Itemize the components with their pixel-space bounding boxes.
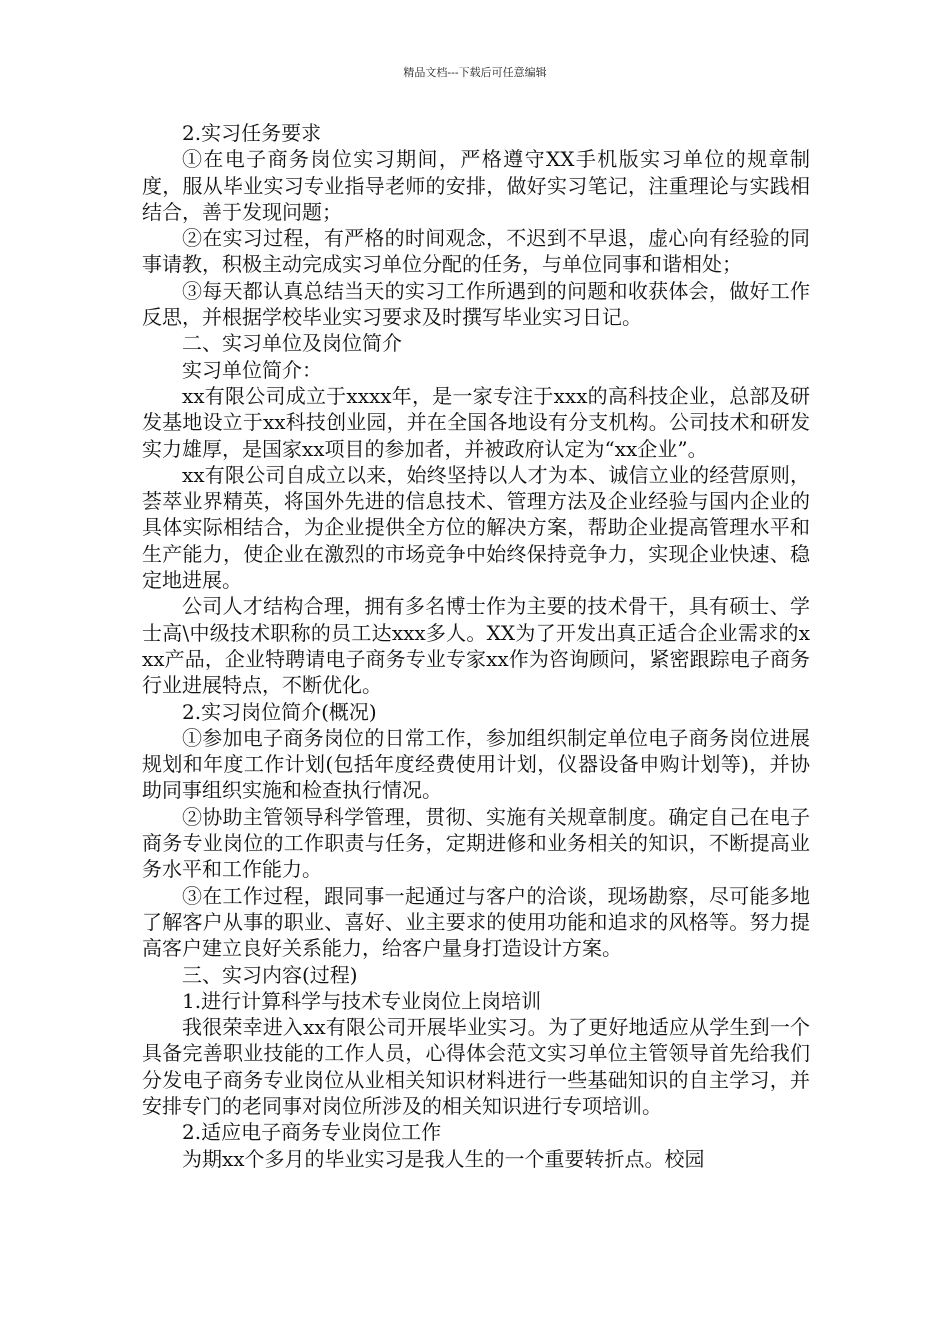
- page-header: 精品文档---下载后可任意编辑: [403, 66, 547, 79]
- subheading-unit-intro: 实习单位简介：: [182, 357, 322, 382]
- paragraph-company-talent: 公司人才结构合理，拥有多名博士作为主要的技术骨干，具有硕士、学士高\中级技术职称的员工达xxx多人。XX为了开发出真正适合企业需求的xxx产品，企业特聘请电子商务专业专家xx作为咨询顾问，紧密跟踪电子商务行业进展特点，不断优化。: [142, 594, 810, 698]
- subheading-training: 1.进行计算科学与技术专业岗位上岗培训: [182, 988, 542, 1013]
- paragraph-requirement-2: ②在实习过程，有严格的时间观念，不迟到不早退，虚心向有经验的同事请教，积极主动完成实习单位分配的任务，与单位同事和谐相处；: [142, 226, 810, 277]
- subheading-adapting: 2.适应电子商务专业岗位工作: [182, 1120, 442, 1145]
- paragraph-position-duty-3: ③在工作过程，跟同事一起通过与客户的洽谈，现场勘察，尽可能多地了解客户从事的职业、喜好、业主要求的使用功能和追求的风格等。努力提高客户建立良好关系能力，给客户量身打造设计方案。: [142, 883, 810, 961]
- paragraph-company-principles: xx有限公司自成立以来，始终坚持以人才为本、诚信立业的经营原则，荟萃业界精英，将国外先进的信息技术、管理方法及企业经验与国内企业的具体实际相结合，为企业提供全方位的解决方案，帮助企业提高管理水平和生产能力，使企业在激烈的市场竞争中始终保持竞争力，实现企业快速、稳定地进展。: [142, 462, 810, 593]
- paragraph-company-founding: xx有限公司成立于xxxx年，是一家专注于xxx的高科技企业，总部及研发基地设立于xx科技创业园，并在全国各地设有分支机构。公司技术和研发实力雄厚，是国家xx项目的参加者，并被政府认定为“xx企业”。: [142, 383, 810, 461]
- section-heading-task-requirements: 2.实习任务要求: [182, 121, 322, 145]
- paragraph-position-duty-1: ①参加电子商务岗位的日常工作，参加组织制定单位电子商务岗位进展规划和年度工作计划(包括年度经费使用计划，仪器设备申购计划等)，并协助同事组织实施和检查执行情况。: [142, 725, 810, 803]
- document-body: [142, 120, 810, 1172]
- paragraph-training: 我很荣幸进入xx有限公司开展毕业实习。为了更好地适应从学生到一个具备完善职业技能的工作人员，心得体会范文实习单位主管领导首先给我们分发电子商务专业岗位从业相关知识材料进行一些基础知识的自主学习，并安排专门的老同事对岗位所涉及的相关知识进行专项培训。: [142, 1015, 810, 1118]
- paragraph-requirement-3: ③每天都认真总结当天的实习工作所遇到的问题和收获体会，做好工作反思，并根据学校毕业实习要求及时撰写毕业实习日记。: [142, 278, 810, 330]
- paragraph-adapting: 为期xx个多月的毕业实习是我人生的一个重要转折点。校园: [182, 1146, 705, 1171]
- section-heading-position-intro: 2.实习岗位简介(概况): [182, 699, 377, 724]
- paragraph-position-duty-2: ②协助主管领导科学管理，贯彻、实施有关规章制度。确定自己在电子商务专业岗位的工作职责与任务，定期进修和业务相关的知识，不断提高业务水平和工作能力。: [142, 804, 810, 882]
- paragraph-requirement-1: ①在电子商务岗位实习期间，严格遵守XX手机版实习单位的规章制度，服从毕业实习专业指导老师的安排，做好实习笔记，注重理论与实践相结合，善于发现问题；: [142, 147, 810, 224]
- section-heading-internship-content: 三、实习内容(过程): [182, 962, 358, 987]
- section-heading-unit-and-position: 二、实习单位及岗位简介: [182, 331, 402, 356]
